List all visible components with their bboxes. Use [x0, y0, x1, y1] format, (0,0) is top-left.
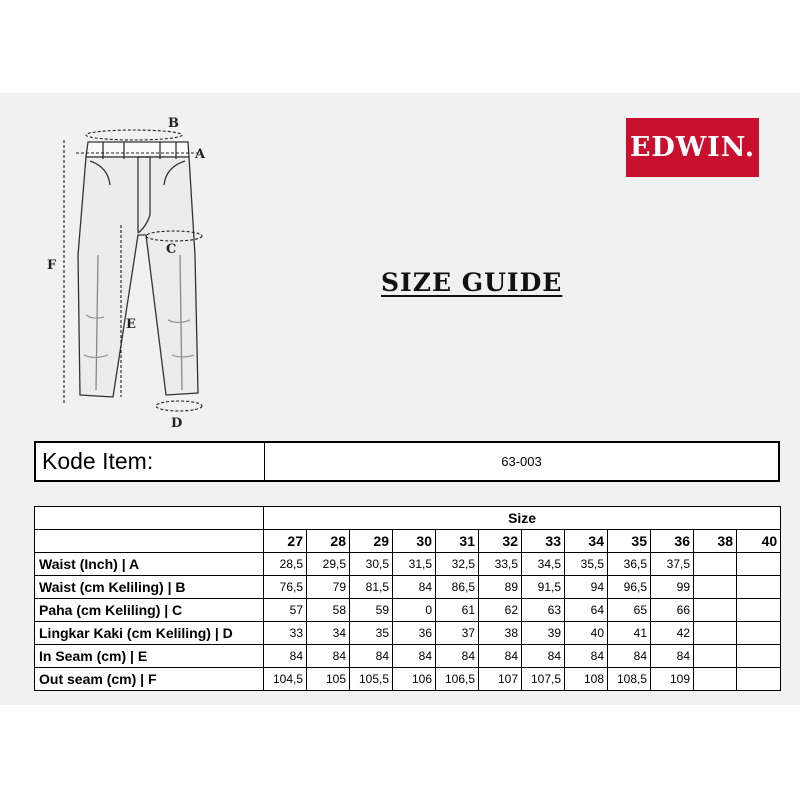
- label-e: E: [126, 317, 136, 332]
- table-cell: 106: [393, 668, 436, 691]
- size-column-header: 29: [350, 530, 393, 553]
- jeans-diagram: [38, 105, 218, 435]
- logo-text: EDWIN.: [629, 132, 756, 163]
- table-row: [35, 576, 781, 599]
- table-cell: 28,5: [264, 553, 307, 576]
- table-cell: 84: [264, 645, 307, 668]
- size-table: [34, 506, 781, 691]
- table-cell: 84: [479, 645, 522, 668]
- table-cell: 108: [565, 668, 608, 691]
- table-cell: 91,5: [522, 576, 565, 599]
- table-cell: 40: [565, 622, 608, 645]
- table-cell: 63: [522, 599, 565, 622]
- table-cell: 57: [264, 599, 307, 622]
- table-cell: 34: [307, 622, 350, 645]
- row-label: Paha (cm Keliling) | C: [35, 599, 264, 622]
- table-row: [35, 645, 781, 668]
- table-cell: 29,5: [307, 553, 350, 576]
- row-label: Out seam (cm) | F: [35, 668, 264, 691]
- table-cell: [694, 576, 737, 599]
- table-cell: 61: [436, 599, 479, 622]
- page-title: SIZE GUIDE: [381, 268, 563, 297]
- table-cell: 31,5: [393, 553, 436, 576]
- size-header: Size: [264, 507, 781, 530]
- label-d: D: [171, 416, 183, 431]
- table-header-row: [35, 507, 781, 530]
- table-cell: 84: [393, 576, 436, 599]
- table-row: [35, 622, 781, 645]
- row-label: Waist (Inch) | A: [35, 553, 264, 576]
- table-cell: 86,5: [436, 576, 479, 599]
- table-cell: 66: [651, 599, 694, 622]
- table-cell: [737, 622, 781, 645]
- size-column-header: 40: [737, 530, 781, 553]
- table-cell: 0: [393, 599, 436, 622]
- table-cell: 37,5: [651, 553, 694, 576]
- table-cell: 81,5: [350, 576, 393, 599]
- table-cell: 33,5: [479, 553, 522, 576]
- table-cell: [737, 553, 781, 576]
- table-cell: 62: [479, 599, 522, 622]
- table-cell: 42: [651, 622, 694, 645]
- table-cell: [694, 599, 737, 622]
- table-cell: 89: [479, 576, 522, 599]
- table-cell: 84: [522, 645, 565, 668]
- table-cell: 84: [393, 645, 436, 668]
- kode-item-value: 63-003: [501, 454, 542, 469]
- table-cell: 59: [350, 599, 393, 622]
- table-row: [35, 599, 781, 622]
- size-column-header: 36: [651, 530, 694, 553]
- table-cell: 30,5: [350, 553, 393, 576]
- table-cell: 32,5: [436, 553, 479, 576]
- table-cell: 96,5: [608, 576, 651, 599]
- label-a: A: [195, 147, 206, 162]
- table-cell: 39: [522, 622, 565, 645]
- table-cell: 94: [565, 576, 608, 599]
- kode-item-box: [34, 441, 780, 482]
- table-cell: 35,5: [565, 553, 608, 576]
- table-cell: 84: [436, 645, 479, 668]
- table-cell: 79: [307, 576, 350, 599]
- table-cell: 65: [608, 599, 651, 622]
- table-cell: [694, 668, 737, 691]
- row-label: Waist (cm Keliling) | B: [35, 576, 264, 599]
- table-cell: 109: [651, 668, 694, 691]
- table-cell: 34,5: [522, 553, 565, 576]
- label-c: C: [166, 242, 177, 257]
- table-cell: 107,5: [522, 668, 565, 691]
- table-cell: [694, 645, 737, 668]
- table-cell: 36,5: [608, 553, 651, 576]
- table-cell: 108,5: [608, 668, 651, 691]
- label-f: F: [47, 258, 57, 273]
- table-cell: 104,5: [264, 668, 307, 691]
- table-corner-cell: [35, 530, 264, 553]
- size-column-header: 31: [436, 530, 479, 553]
- table-cell: 84: [350, 645, 393, 668]
- table-cell: 64: [565, 599, 608, 622]
- kode-item-label: Kode Item:: [36, 443, 265, 480]
- table-cell: [694, 553, 737, 576]
- table-cell: 105,5: [350, 668, 393, 691]
- row-label: Lingkar Kaki (cm Keliling) | D: [35, 622, 264, 645]
- table-cell: 38: [479, 622, 522, 645]
- table-cell: 84: [307, 645, 350, 668]
- label-b: B: [168, 116, 179, 131]
- size-column-header: 28: [307, 530, 350, 553]
- size-column-header: 32: [479, 530, 522, 553]
- table-cell: 76,5: [264, 576, 307, 599]
- table-cell: 33: [264, 622, 307, 645]
- table-cell: [737, 576, 781, 599]
- table-cell: [737, 668, 781, 691]
- table-cell: 36: [393, 622, 436, 645]
- size-column-header: 33: [522, 530, 565, 553]
- table-corner-cell: [35, 507, 264, 530]
- table-cell: 105: [307, 668, 350, 691]
- table-cell: 107: [479, 668, 522, 691]
- size-column-header: 38: [694, 530, 737, 553]
- table-cell: 99: [651, 576, 694, 599]
- table-cell: [737, 599, 781, 622]
- size-column-header: 30: [393, 530, 436, 553]
- table-cell: [737, 645, 781, 668]
- table-cell: [694, 622, 737, 645]
- table-cell: 41: [608, 622, 651, 645]
- table-row: [35, 668, 781, 691]
- table-row: [35, 553, 781, 576]
- table-cell: 37: [436, 622, 479, 645]
- table-cell: 84: [651, 645, 694, 668]
- row-label: In Seam (cm) | E: [35, 645, 264, 668]
- table-cell: 84: [608, 645, 651, 668]
- table-cell: 84: [565, 645, 608, 668]
- table-cell: 58: [307, 599, 350, 622]
- table-cell: 35: [350, 622, 393, 645]
- size-numbers-row: [35, 530, 781, 553]
- size-column-header: 27: [264, 530, 307, 553]
- size-column-header: 34: [565, 530, 608, 553]
- table-cell: 106,5: [436, 668, 479, 691]
- edwin-logo: [626, 118, 759, 177]
- size-column-header: 35: [608, 530, 651, 553]
